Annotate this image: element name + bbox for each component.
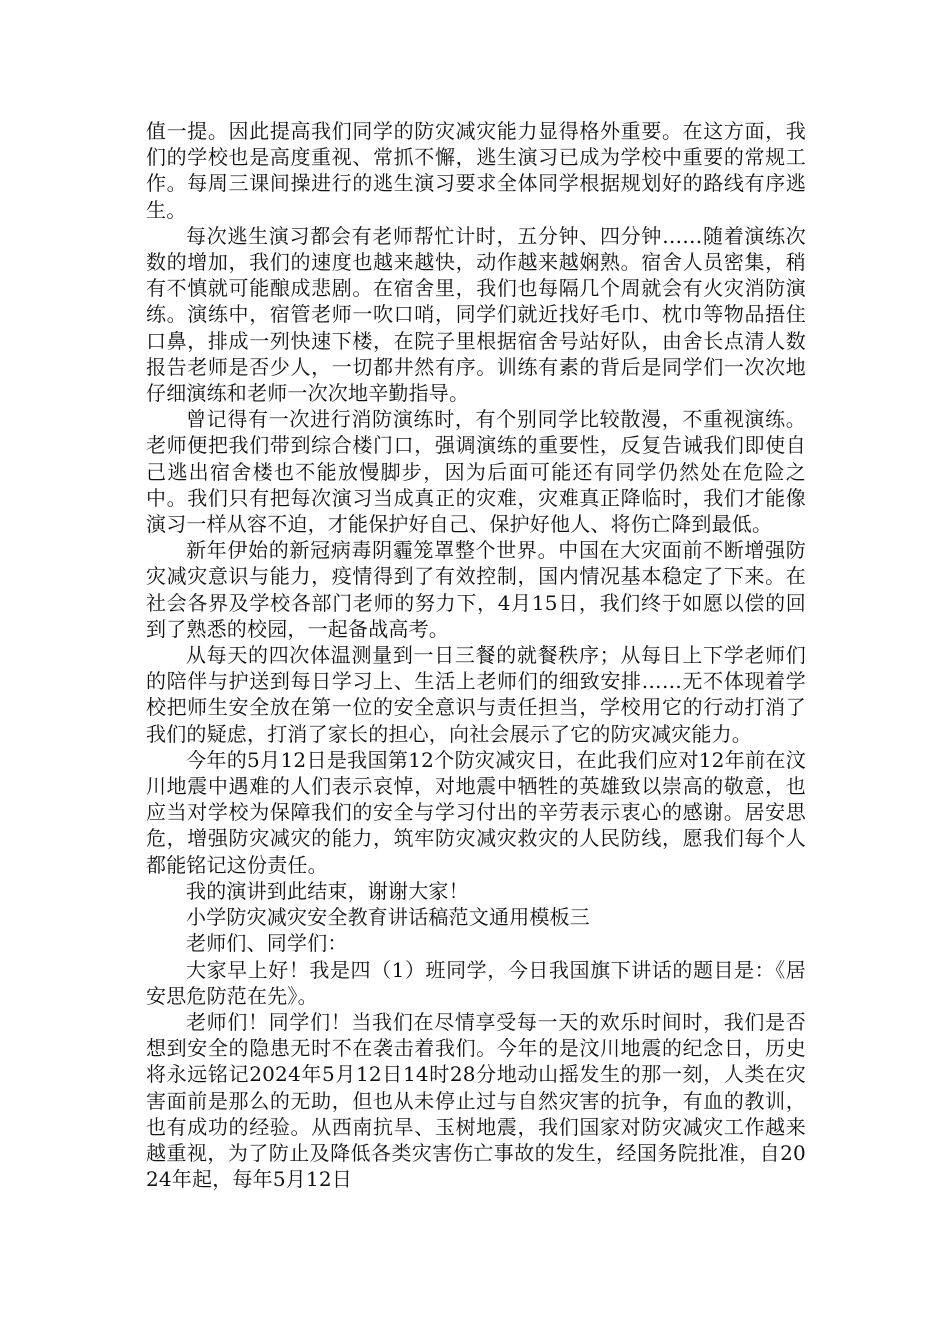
body-paragraph: 今年的5月12日是我国第12个防灾减灾日，在此我们应对12年前在汶川地震中遇难的人们表示哀悼，对地震中牺牲的英雄致以崇高的敬意，也应当对学校为保障我们的安全与学习付出的辛劳表示衷心的感谢。居安思危，增强防灾减灾的能力，筑牢防灾减灾救灾的人民防线，愿我们每个人都能铭记这份责任。	[146, 747, 806, 877]
body-paragraph: 新年伊始的新冠病毒阴霾笼罩整个世界。中国在大灾面前不断增强防灾减灾意识与能力，疫情得到了有效控制，国内情况基本稳定了下来。在社会各界及学校各部门老师的努力下，4月15日，我们终于如愿以偿的回到了熟悉的校园，一起备战高考。	[146, 538, 806, 641]
body-paragraph: 大家早上好！我是四（1）班同学，今日我国旗下讲话的题目是：《居安思危防范在先》。	[146, 957, 806, 1008]
body-paragraph: 值一提。因此提高我们同学的防灾减灾能力显得格外重要。在这方面，我们的学校也是高度重视、常抓不懈，逃生演习已成为学校中重要的常规工作。每周三课间操进行的逃生演习要求全体同学根据规划好的路线有序逃生。	[146, 119, 806, 222]
body-paragraph: 从每天的四次体温测量到一日三餐的就餐秩序；从每日上下学老师们的陪伴与护送到每日学习上、生活上老师们的细致安排……无不体现着学校把师生安全放在第一位的安全意识与责任担当，学校用它的行动打消了我们的疑虑，打消了家长的担心，向社会展示了它的防灾减灾能力。	[146, 643, 806, 746]
document-page	[146, 118, 806, 1192]
section-title: 小学防灾减灾安全教育讲话稿范文通用模板三	[186, 905, 590, 930]
closing-line: 我的演讲到此结束，谢谢大家！	[186, 878, 469, 903]
body-paragraph: 老师们！同学们！当我们在尽情享受每一天的欢乐时间时，我们是否想到安全的隐患无时不在袭击着我们。今年的是汶川地震的纪念日，历史将永远铭记2024年5月12日14时28分地动山摇发生的那一刻，人类在灾害面前是那么的无助，但也从未停止过与自然灾害的抗争，有血的教训，也有成功的经验。从西南抗旱、玉树地震，我们国家对防灾减灾工作越来越重视，为了防止及降低各类灾害伤亡事故的发生，经国务院批准，自2024年起，每年5月12日	[146, 1009, 806, 1192]
body-paragraph: 每次逃生演习都会有老师帮忙计时，五分钟、四分钟……随着演练次数的增加，我们的速度也越来越快，动作越来越娴熟。宿舍人员密集，稍有不慎就可能酿成悲剧。在宿舍里，我们也每隔几个周就会有火灾消防演练。演练中，宿管老师一吹口哨，同学们就近找好毛巾、枕巾等物品捂住口鼻，排成一列快速下楼，在院子里根据宿舍号站好队，由舍长点清人数报告老师是否少人，一切都井然有序。训练有素的背后是同学们一次次地仔细演练和老师一次次地辛勤指导。	[146, 223, 806, 406]
salutation: 老师们、同学们：	[186, 931, 348, 956]
body-paragraph: 曾记得有一次进行消防演练时，有个别同学比较散漫，不重视演练。老师便把我们带到综合楼门口，强调演练的重要性，反复告诫我们即使自己逃出宿舍楼也不能放慢脚步，因为后面可能还有同学仍然处在危险之中。我们只有把每次演习当成真正的灾难，灾难真正降临时，我们才能像演习一样从容不迫，才能保护好自己、保护好他人、将伤亡降到最低。	[146, 407, 806, 537]
